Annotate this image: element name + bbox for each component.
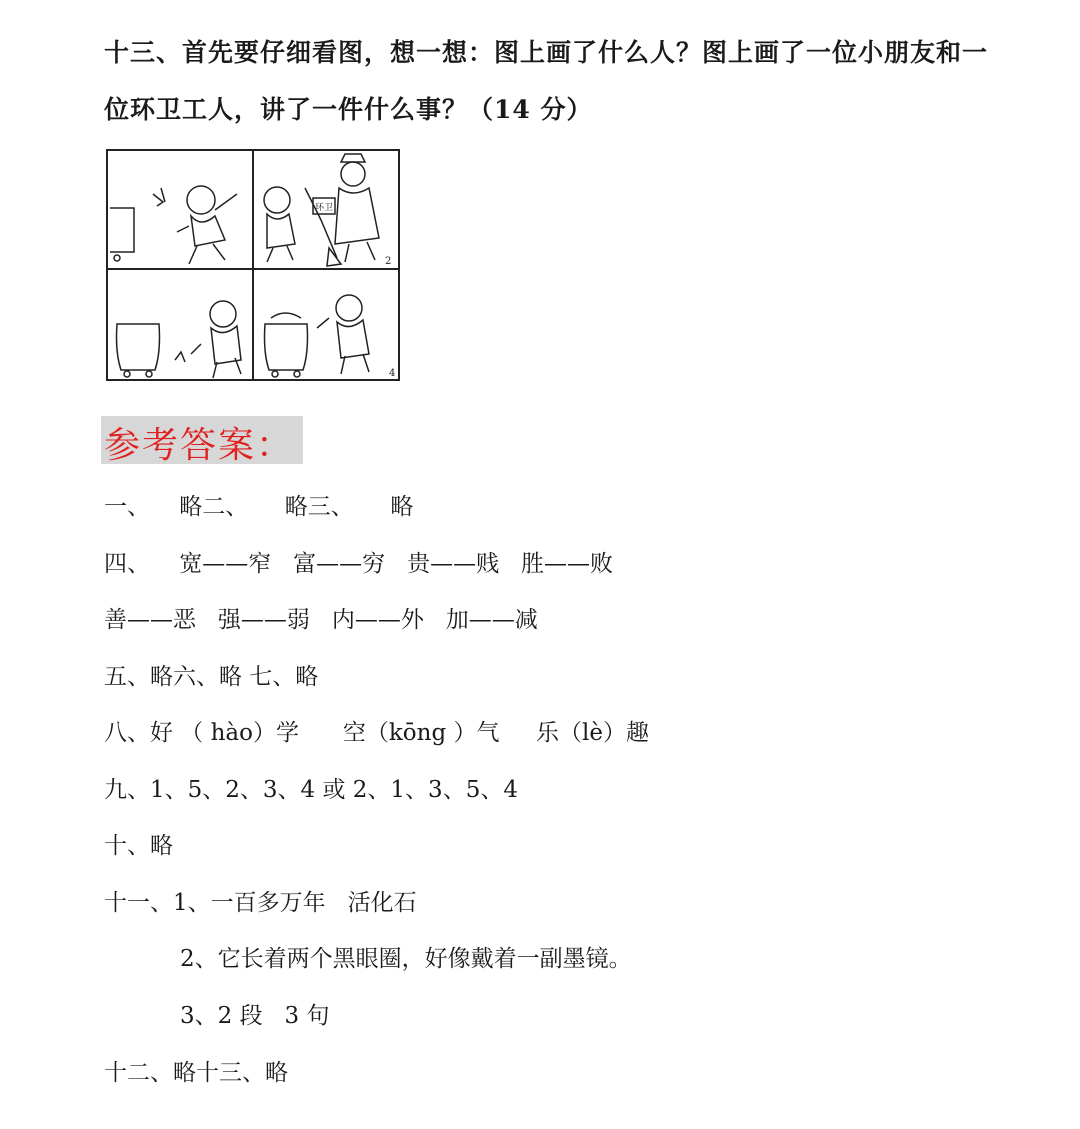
question-text: 十三、首先要仔细看图，想一想：图上画了什么人？图上画了一位小朋友和一位环卫工人，讲了一件什么事？（14 分）	[104, 38, 989, 124]
answer-heading: 参考答案：	[104, 425, 295, 466]
panel-number-4: 4	[389, 368, 396, 379]
answer-line: 五、略六、略 七、略	[104, 664, 319, 690]
answer-line: 2、它长着两个黑眼圈，好像戴着一副墨镜。	[180, 946, 632, 972]
answer-line: 八、好 （ hào）学 空（kōng ）气 乐（lè）趣	[104, 720, 650, 746]
answer-heading-box	[101, 416, 303, 464]
comic-strip-illustration	[105, 148, 402, 384]
comic-sign-text: 环卫	[315, 203, 334, 213]
answer-line: 3、2 段 3 句	[180, 1003, 330, 1029]
answer-line: 善——恶 强——弱 内——外 加——减	[104, 607, 538, 633]
comic-panel-1	[110, 186, 237, 264]
answer-line: 四、 宽——窄 富——穷 贵——贱 胜——败	[104, 551, 614, 577]
answer-line: 十二、略十三、略	[104, 1060, 288, 1086]
panel-number-2: 2	[385, 256, 392, 267]
answer-line: 十、略	[104, 833, 173, 859]
comic-panel-4	[265, 295, 370, 377]
comic-panel-2	[264, 154, 379, 266]
comic-panel-3	[117, 301, 242, 378]
answer-line: 一、 略二、 略三、 略	[104, 494, 414, 520]
panel-number-1: 1	[113, 168, 114, 169]
answer-line: 九、1、5、2、3、4 或 2、1、3、5、4	[104, 777, 518, 803]
answer-line: 十一、1、一百多万年 活化石	[104, 890, 417, 916]
